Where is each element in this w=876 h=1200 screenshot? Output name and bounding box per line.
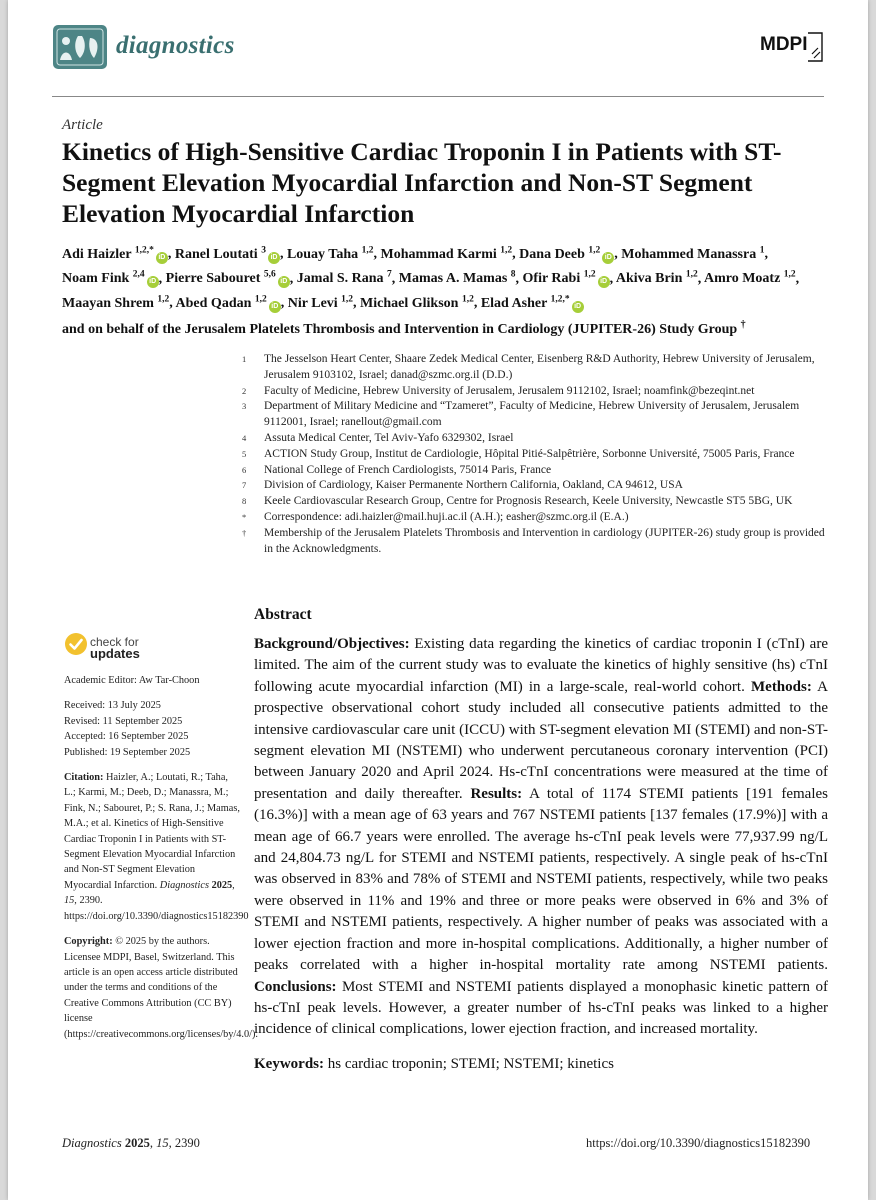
conclusions-label: Conclusions:	[254, 978, 337, 995]
citation-label: Citation:	[64, 772, 104, 784]
citation-year: 2025	[211, 879, 233, 891]
copyright-label: Copyright:	[64, 936, 113, 948]
author-name	[381, 247, 513, 262]
author-name	[481, 296, 584, 311]
affiliation-item	[242, 431, 832, 447]
affiliation-item	[242, 352, 832, 384]
citation-journal: Diagnostics	[159, 879, 209, 891]
author-name	[175, 247, 280, 262]
citation: Citation: Haizler, A.; Loutati, R.; Taha, L.; Karmi, M.; Deeb, D.; Manassra, M.; Fink, N.; Sabouret, P.; S. Rana, J.; Mamas, M.A.; et al. Kinetics of High-Sensitive Cardiac Troponin I in Patients with ST-Segment Elevation Myocardial Infarction and Non-ST Segment Elevation Myocardial Infarction. Diagnostics 2025, 15, 2390. https://doi.org/10.3390/diagnostics15182390	[64, 772, 249, 922]
affiliation-item	[242, 384, 832, 400]
author-name-text: Maayan Shrem	[62, 295, 154, 311]
author-name	[360, 296, 474, 311]
methods-text: A prospective observational cohort study included all consecutive patients admitted to the intensive cardiovascular care unit (ICCU) with ST-segment elevation MI (STEMI) and non-ST-segment elevation MI (NSTEMI) who underwent percutaneous coronary intervention (PCI) between January 2020 and April 2024. Hs-cTnI concentrations were measured at the time of presentation and daily thereafter.	[254, 678, 828, 802]
affiliations	[242, 352, 832, 557]
affiliation-number: 7	[242, 480, 247, 491]
footer-volume: 15	[156, 1136, 169, 1150]
author-affiliation-sup: 1,2,*	[550, 294, 570, 305]
author-list	[62, 240, 852, 340]
author-name-text: Elad Asher	[480, 295, 548, 311]
author-affiliation-sup: 1,2	[783, 269, 796, 280]
author-name-text: Ofir Rabi	[522, 271, 581, 287]
author-name-text: Jamal S. Rana	[296, 271, 384, 287]
affiliation-item	[242, 478, 832, 494]
affiliation-number: †	[242, 527, 247, 538]
affiliation-number: 2	[242, 385, 247, 396]
author-affiliation-sup: 1,2	[500, 245, 513, 255]
author-name	[297, 271, 392, 286]
check-for-updates-icon[interactable]	[64, 632, 88, 656]
affiliation-number: *	[242, 511, 247, 522]
author-name	[704, 271, 796, 286]
affiliation-number: 8	[242, 496, 247, 507]
copyright-text: © 2025 by the authors. Licensee MDPI, Basel, Switzerland. This article is an open access article distributed under the terms and conditions of the Creative Commons Attribution (CC BY) license (https://creativecommons.org/licenses/by/4.0/).	[64, 936, 258, 1040]
author-affiliation-sup: 1,2	[461, 294, 474, 305]
author-affiliation-sup: 8	[510, 269, 516, 280]
group-line	[62, 318, 746, 337]
author-affiliation-sup: 2,4	[132, 269, 145, 280]
author-affiliation-sup: 1,2	[157, 294, 170, 305]
keywords-label: Keywords:	[254, 1056, 324, 1072]
citation-rest[interactable]: , 2390. https://doi.org/10.3390/diagnostics15182390	[64, 895, 249, 922]
author-name-text: Louay Taha	[286, 246, 359, 262]
affiliation-number: 6	[242, 464, 247, 475]
citation-volume: 15	[64, 895, 75, 907]
affiliation-text: Division of Cardiology, Kaiser Permanente Northern California, Oakland, CA 94612, USA	[264, 479, 683, 492]
check-for-updates[interactable]	[90, 636, 140, 660]
authors: Adi Haizler $^{1,2,*}$iD , Ranel Loutati $^3$iD , Louay Taha $^{1,2}$, Mohammad Karmi $^{1,2}$, Dana Deeb $^{1,2}$iD , Mohammed Manassra $^1$, Noam Fink $^{2,4}$iD , Pierre Sabouret $^{5,6}$iD , Jamal S. Rana $^7$, Mamas A. Mamas $^8$, Ofir Rabi $^{1,2}$iD , Akiva Brin $^{1,2}$, Amro Moatz $^{1,2}$, Maayan Shrem $^{1,2}$, Abed Qadan $^{1,2}$iD , Nir Levi $^{1,2}$, Michael Glikson $^{1,2}$, Elad Asher $^{1,2,*}$iD	[62, 247, 799, 311]
article-type: Article	[62, 117, 103, 133]
journal-logo-icon	[52, 24, 108, 70]
affiliation-text: Membership of the Jerusalem Platelets Thrombosis and Intervention in cardiology (JUPITER-26) study group is provided in the Acknowledgments.	[264, 526, 825, 555]
results-text: A total of 1174 STEMI patients [191 females (16.3%)] with a mean age of 63 years and 767 NSTEMI patients [137 females (17.9%)] with a mean age of 66.7 years were enrolled. The average hs-cTnI peak levels were 77,937.99 ng/L and 24,804.73 ng/L for STEMI and NSTEMI patients, respectively. A single peak of hs-cTnI was observed in 83% and 78% of STEMI and NSTEMI patients, respectively, while two peaks were observed in 11% and 19% and three or more peaks were observed in 6% and 3% of STEMI and NSTEMI patients, respectively. A higher number of peaks was associated with a lower ejection fraction and more in-hospital complications. Additionally, a higher number of peaks correlated with a higher in-hospital mortality rate among NSTEMI patients.	[254, 785, 828, 974]
author-name	[62, 296, 169, 311]
author-affiliation-sup: 1,2	[361, 245, 374, 255]
affiliation-item	[242, 494, 832, 510]
author-affiliation-sup: 7	[387, 269, 392, 280]
results-label: Results:	[470, 785, 523, 802]
orcid-icon[interactable]	[598, 276, 610, 288]
author-affiliation-sup: 5,6	[263, 269, 276, 280]
footer-article-no: , 2390	[168, 1136, 200, 1150]
author-name-text: Mohammed Manassra	[621, 246, 757, 262]
affiliation-number: 5	[242, 448, 247, 459]
published-date: Published: 19 September 2025	[64, 746, 191, 758]
author-affiliation-sup: 1	[759, 245, 765, 255]
author-name-text: Michael Glikson	[360, 295, 459, 311]
author-name-text: Akiva Brin	[615, 271, 683, 287]
author-name-text: Mamas A. Mamas	[398, 271, 508, 287]
affiliation-text: The Jesselson Heart Center, Shaare Zedek Medical Center, Eisenberg R&D Authority, Hebrew University of Jerusalem, Jerusalem 9103102, Israel; danad@szmc.org.il (D.D.)	[264, 353, 815, 381]
background-label: Background/Objectives:	[254, 636, 410, 652]
author-name-text: Amro Moatz	[703, 271, 781, 287]
check-line2: updates	[90, 646, 140, 661]
author-name	[62, 271, 159, 286]
affiliation-number: 3	[242, 401, 247, 412]
received-date: Received: 13 July 2025	[64, 700, 161, 712]
affiliation-text: Faculty of Medicine, Hebrew University of Jerusalem, Jerusalem 9112102, Israel; noamfink@bezeqint.net	[264, 384, 755, 397]
affiliation-text: Keele Cardiovascular Research Group, Centre for Prognosis Research, Keele University, Newcastle ST5 5BG, UK	[264, 495, 793, 508]
methods-label: Methods:	[751, 678, 812, 695]
group-line-text: and on behalf of the Jerusalem Platelets Thrombosis and Intervention in Cardiology (JUPITER-26) Study Group	[62, 321, 738, 337]
affiliation-item	[242, 399, 832, 431]
author-affiliation-sup: 1,2	[254, 294, 267, 305]
accepted-date: Accepted: 16 September 2025	[64, 731, 189, 743]
check-line1: check for	[90, 635, 139, 649]
orcid-icon[interactable]	[269, 301, 281, 313]
keywords-text: hs cardiac troponin; STEMI; NSTEMI; kinetics	[324, 1056, 614, 1072]
author-affiliation-sup: 1,2,*	[134, 245, 154, 255]
author-affiliation-sup: 1,2	[583, 269, 596, 280]
affiliation-item	[242, 526, 832, 558]
affiliation-text: National College of French Cardiologists, 75014 Paris, France	[264, 463, 552, 476]
academic-editor: Academic Editor: Aw Tar-Choon	[64, 675, 200, 686]
copyright	[64, 934, 258, 1042]
abstract-body	[254, 634, 828, 1041]
affiliation-item	[242, 510, 832, 526]
author-name	[616, 271, 698, 286]
author-name-text: Nir Levi	[287, 295, 338, 311]
author-name	[166, 271, 290, 286]
conclusions-text: Most STEMI and NSTEMI patients displayed a monophasic kinetic pattern of hs-cTnI peak levels. However, a greater number of hs-cTnI peaks was linked to a higher incidence of clinical complications, lower ejection fraction, and increased mortality.	[254, 978, 828, 1038]
orcid-icon[interactable]	[572, 301, 584, 313]
author-name-text: Mohammad Karmi	[380, 246, 497, 262]
author-name	[62, 247, 168, 262]
orcid-icon[interactable]	[602, 252, 614, 264]
author-name	[399, 271, 516, 286]
revised-date: Revised: 11 September 2025	[64, 715, 183, 727]
background-text: Existing data regarding the kinetics of cardiac troponin I (cTnI) are limited. The aim of the current study was to evaluate the kinetics of highly sensitive (hs) cTnI following acute myocardial infarction (MI) in a large-scale, real-world cohort.	[254, 636, 828, 695]
orcid-icon[interactable]	[278, 276, 290, 288]
footer-journal: Diagnostics	[62, 1136, 122, 1150]
group-sup: †	[740, 318, 746, 330]
author-name-text: Noam Fink	[62, 271, 130, 287]
author-affiliation-sup: 1,2	[685, 269, 698, 280]
journal-name: diagnostics	[116, 32, 235, 59]
footer-doi-link[interactable]: https://doi.org/10.3390/diagnostics15182390	[586, 1136, 811, 1150]
author-name	[287, 247, 374, 262]
abstract-heading: Abstract	[254, 606, 312, 623]
affiliation-text: Assuta Medical Center, Tel Aviv-Yafo 6329302, Israel	[264, 431, 514, 444]
keywords	[254, 1056, 828, 1073]
author-affiliation-sup: 1,2	[588, 245, 601, 255]
affiliation-number: 4	[242, 432, 247, 443]
author-name-text: Ranel Loutati	[174, 246, 258, 262]
paper-title: Kinetics of High-Sensitive Cardiac Troponin I in Patients with ST-Segment Elevation Myocardial Infarction and Non-ST Segment Elevation Myocardial Infarction	[62, 137, 782, 228]
affiliation-text: Department of Military Medicine and “Tzameret”, Faculty of Medicine, Hebrew University of Jerusalem, Jerusalem 9112001, Israel; ranellout@gmail.com	[264, 400, 800, 429]
header-divider	[52, 96, 824, 97]
orcid-icon[interactable]	[147, 276, 159, 288]
affiliation-item	[242, 447, 832, 463]
author-name	[288, 296, 353, 311]
footer-year: 2025	[124, 1136, 150, 1150]
author-name	[621, 247, 764, 262]
author-name	[523, 271, 610, 286]
author-name-text: Abed Qadan	[175, 295, 252, 311]
author-affiliation-sup: 1,2	[341, 294, 354, 305]
author-name	[519, 247, 614, 262]
footer-citation: Diagnostics 2025, 15, 2390	[62, 1136, 200, 1150]
author-name	[176, 296, 281, 311]
orcid-icon[interactable]	[268, 252, 280, 264]
affiliation-text: Correspondence: adi.haizler@mail.huji.ac.il (A.H.); easher@szmc.org.il (E.A.)	[264, 510, 629, 523]
sidebar-info	[64, 673, 258, 1052]
affiliation-item	[242, 463, 832, 479]
author-name-text: Dana Deeb	[519, 246, 585, 262]
orcid-icon[interactable]	[156, 252, 168, 264]
affiliation-text: ACTION Study Group, Institut de Cardiologie, Hôpital Pitié-Salpêtrière, Sorbonne Université, 75005 Paris, France	[264, 447, 795, 460]
author-name-text: Adi Haizler	[62, 246, 132, 262]
paper-page	[8, 0, 868, 1200]
affiliation-number: 1	[242, 354, 247, 364]
publisher-name: MDPI	[760, 34, 808, 55]
citation-text: Haizler, A.; Loutati, R.; Taha, L.; Karmi, M.; Deeb, D.; Manassra, M.; Fink, N.; Sabouret, P.; S. Rana, J.; Mamas, M.A.; et al. Kinetics of High-Sensitive Cardiac Troponin I in Patients with ST-Segment Elevation Myocardial Infarction and Non-ST Segment Elevation Myocardial Infarction.	[64, 772, 240, 891]
author-affiliation-sup: 3	[261, 245, 266, 255]
author-name-text: Pierre Sabouret	[165, 271, 261, 287]
